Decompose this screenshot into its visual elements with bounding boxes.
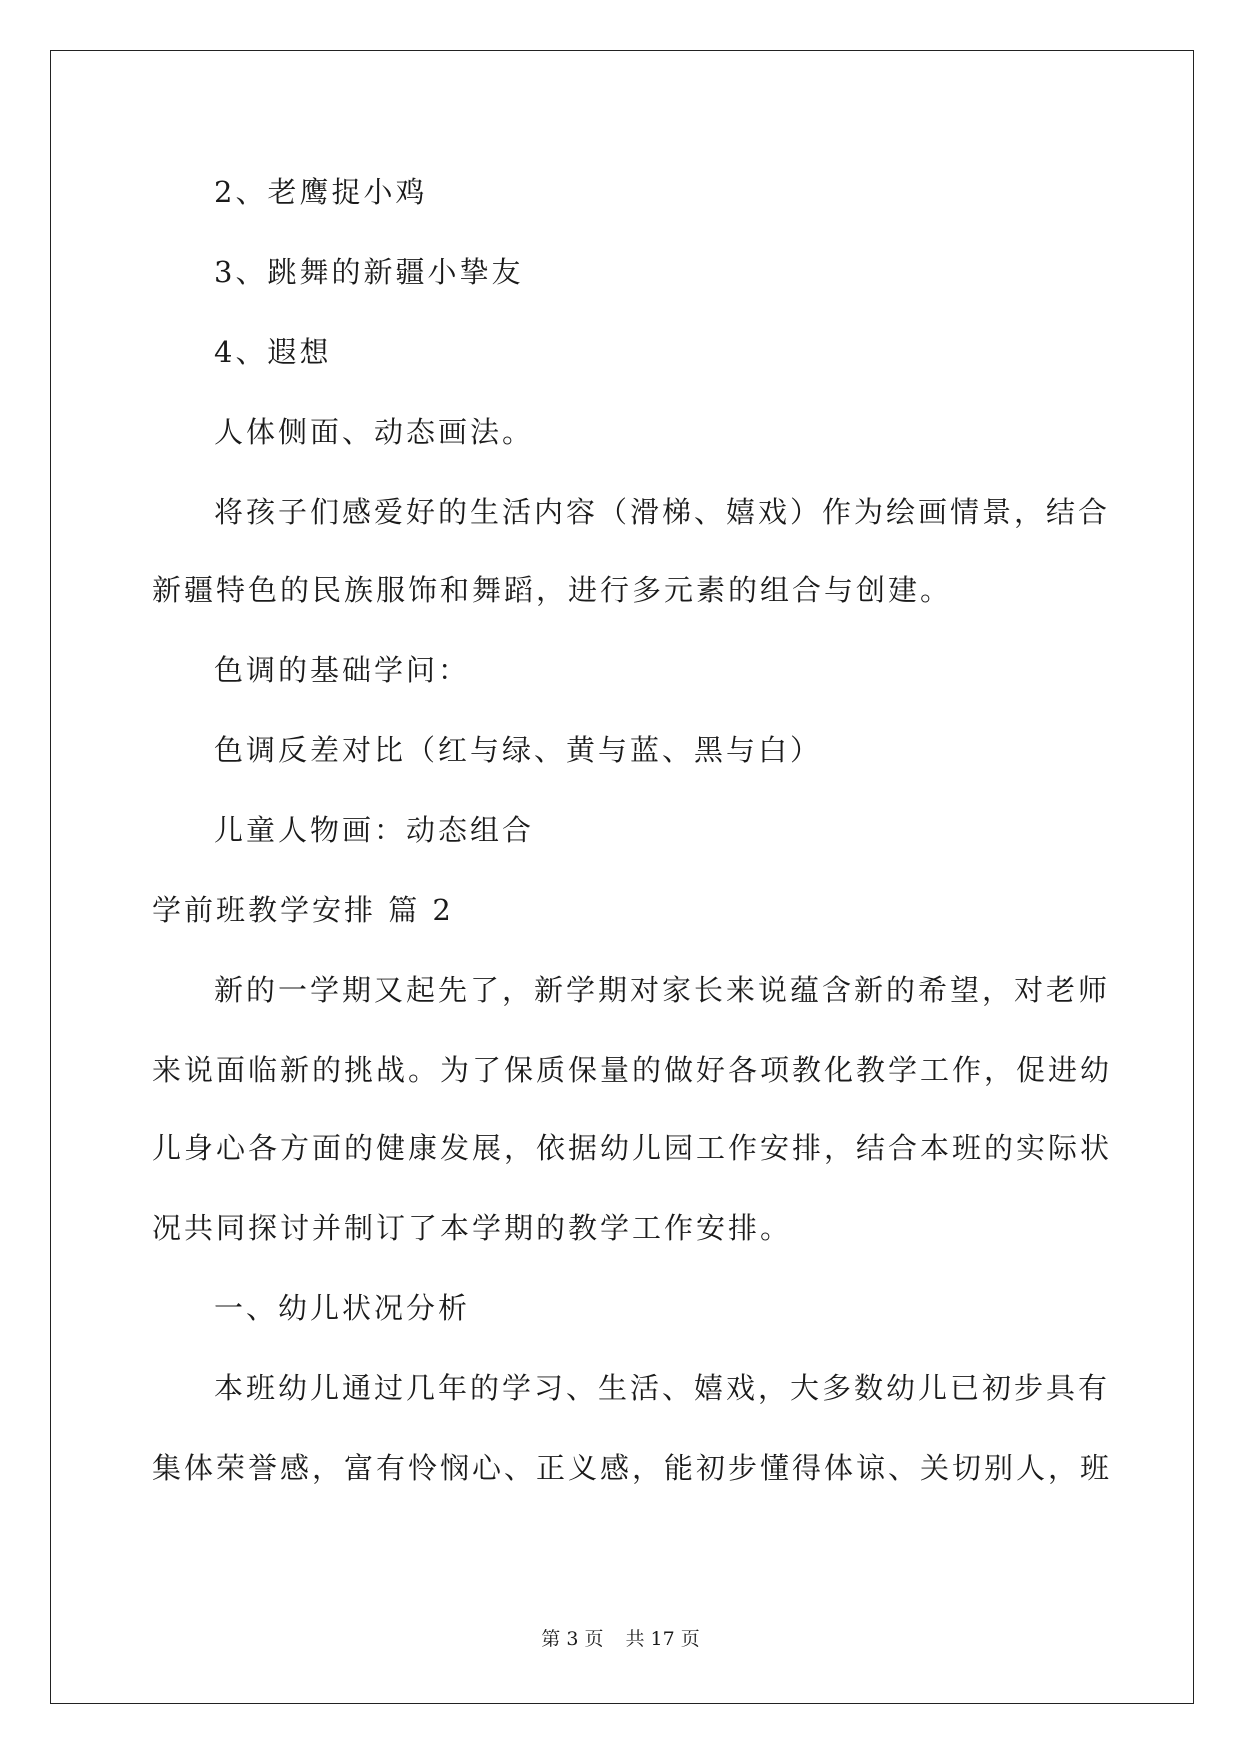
- paragraph-line: 新疆特色的民族服饰和舞蹈，进行多元素的组合与创建。: [152, 573, 953, 607]
- list-item-4: 4、遐想: [214, 335, 332, 369]
- paragraph-line: 来说面临新的挑战。为了保质保量的做好各项教化教学工作，促进幼: [152, 1053, 1113, 1087]
- page-total: 共 17 页: [625, 1628, 700, 1650]
- paragraph-line: 集体荣誉感，富有怜悯心、正义感，能初步懂得体谅、关切别人，班: [152, 1451, 1113, 1485]
- paragraph-line: 况共同探讨并制订了本学期的教学工作安排。: [152, 1211, 793, 1245]
- paragraph-line: 儿身心各方面的健康发展，依据幼儿园工作安排，结合本班的实际状: [152, 1131, 1113, 1165]
- paragraph-line: 儿童人物画：动态组合: [214, 813, 535, 847]
- paragraph-line: 新的一学期又起先了，新学期对家长来说蕴含新的希望，对老师: [214, 973, 1111, 1007]
- paragraph-line: 色调的基础学问：: [214, 653, 471, 687]
- list-item-3: 3、跳舞的新疆小挚友: [214, 255, 524, 289]
- page-number: 第 3 页: [541, 1628, 604, 1650]
- paragraph-line: 本班幼儿通过几年的学习、生活、嬉戏，大多数幼儿已初步具有: [214, 1371, 1111, 1405]
- paragraph-line: 将孩子们感爱好的生活内容（滑梯、嬉戏）作为绘画情景，结合: [214, 495, 1111, 529]
- paragraph-line: 色调反差对比（红与绿、黄与蓝、黑与白）: [214, 733, 823, 767]
- subsection-heading: 一、幼儿状况分析: [214, 1291, 471, 1325]
- section-heading: 学前班教学安排 篇 2: [152, 893, 454, 927]
- page-footer: [0, 1627, 1241, 1651]
- list-item-2: 2、老鹰捉小鸡: [214, 175, 428, 209]
- paragraph-line: 人体侧面、动态画法。: [214, 415, 535, 449]
